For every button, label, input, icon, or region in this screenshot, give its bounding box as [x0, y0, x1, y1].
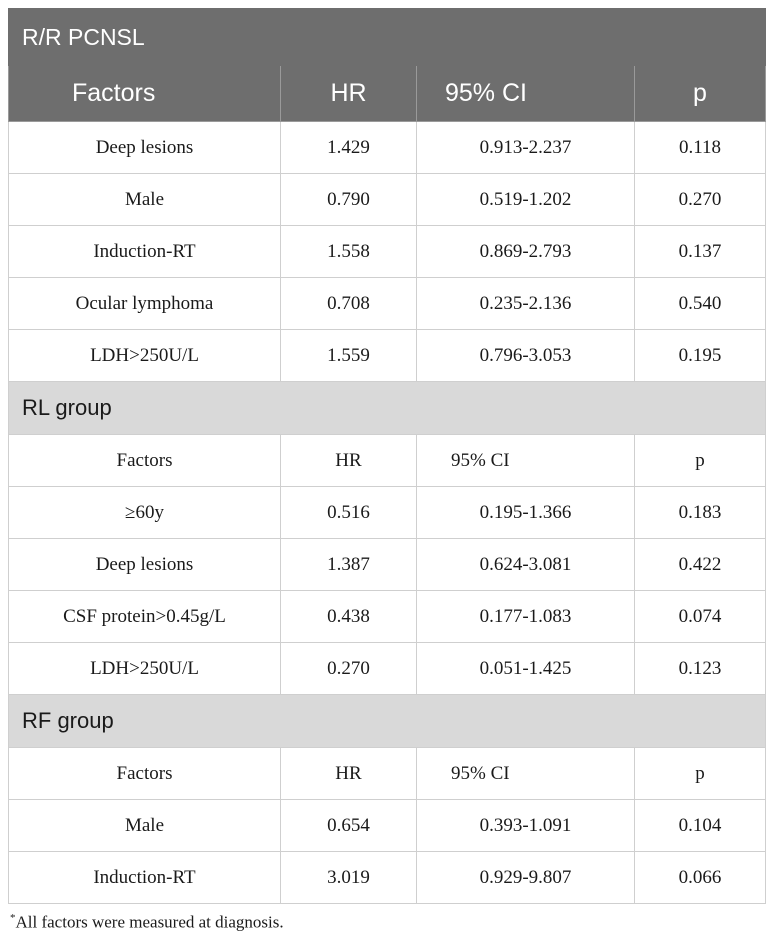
- group-label-rl: RL group: [9, 382, 766, 435]
- table-footnote: [10, 912, 284, 933]
- subheader-ci: 95% CI: [417, 435, 635, 487]
- ci-cell: 0.869-2.793: [417, 226, 635, 278]
- table-row: [9, 330, 766, 382]
- factor-cell: Deep lesions: [9, 539, 281, 591]
- ci-cell: 0.195-1.366: [417, 487, 635, 539]
- table-row: [9, 643, 766, 695]
- group-header-rf: [9, 695, 766, 748]
- table-row: [9, 591, 766, 643]
- hr-cell: 0.270: [281, 643, 417, 695]
- header-hr: HR: [281, 66, 417, 122]
- ci-cell: 0.235-2.136: [417, 278, 635, 330]
- group-header-rl: [9, 382, 766, 435]
- footnote-marker: *: [10, 912, 16, 924]
- hr-cell: 1.429: [281, 122, 417, 174]
- factor-cell: Induction-RT: [9, 226, 281, 278]
- subheader-hr: HR: [281, 748, 417, 800]
- factor-cell: CSF protein>0.45g/L: [9, 591, 281, 643]
- table-header-row: [9, 66, 766, 122]
- table-row: [9, 122, 766, 174]
- subheader-p: p: [635, 748, 766, 800]
- subheader-p: p: [635, 435, 766, 487]
- hr-cell: 1.559: [281, 330, 417, 382]
- ci-cell: 0.929-9.807: [417, 852, 635, 904]
- hr-cell: 3.019: [281, 852, 417, 904]
- p-cell: 0.066: [635, 852, 766, 904]
- factor-cell: Ocular lymphoma: [9, 278, 281, 330]
- footnote-text: All factors were measured at diagnosis.: [15, 912, 284, 932]
- ci-cell: 0.393-1.091: [417, 800, 635, 852]
- table-title-row: [9, 9, 766, 66]
- group-label-rf: RF group: [9, 695, 766, 748]
- subheader-factors: Factors: [9, 748, 281, 800]
- table-row: [9, 278, 766, 330]
- p-cell: 0.183: [635, 487, 766, 539]
- ci-cell: 0.519-1.202: [417, 174, 635, 226]
- p-cell: 0.270: [635, 174, 766, 226]
- table-row: [9, 487, 766, 539]
- factor-cell: Induction-RT: [9, 852, 281, 904]
- subheader-hr: HR: [281, 435, 417, 487]
- factor-cell: LDH>250U/L: [9, 643, 281, 695]
- table-row: [9, 226, 766, 278]
- p-cell: 0.104: [635, 800, 766, 852]
- factor-cell: Male: [9, 174, 281, 226]
- header-factors: Factors: [9, 66, 281, 122]
- factor-cell: Deep lesions: [9, 122, 281, 174]
- ci-cell: 0.177-1.083: [417, 591, 635, 643]
- p-cell: 0.195: [635, 330, 766, 382]
- results-table: [8, 8, 766, 904]
- table-row: [9, 539, 766, 591]
- subheader-factors: Factors: [9, 435, 281, 487]
- ci-cell: 0.624-3.081: [417, 539, 635, 591]
- subheader-row-rl: [9, 435, 766, 487]
- table-title: R/R PCNSL: [9, 9, 766, 66]
- ci-cell: 0.913-2.237: [417, 122, 635, 174]
- hr-cell: 0.708: [281, 278, 417, 330]
- header-ci: 95% CI: [417, 66, 635, 122]
- table-row: [9, 800, 766, 852]
- factor-cell: Male: [9, 800, 281, 852]
- factor-cell: ≥60y: [9, 487, 281, 539]
- p-cell: 0.137: [635, 226, 766, 278]
- p-cell: 0.123: [635, 643, 766, 695]
- ci-cell: 0.796-3.053: [417, 330, 635, 382]
- table-row: [9, 174, 766, 226]
- hr-cell: 0.654: [281, 800, 417, 852]
- factor-cell: LDH>250U/L: [9, 330, 281, 382]
- header-p: p: [635, 66, 766, 122]
- subheader-row-rf: [9, 748, 766, 800]
- table-row: [9, 852, 766, 904]
- p-cell: 0.540: [635, 278, 766, 330]
- hr-cell: 1.558: [281, 226, 417, 278]
- subheader-ci: 95% CI: [417, 748, 635, 800]
- p-cell: 0.118: [635, 122, 766, 174]
- ci-cell: 0.051-1.425: [417, 643, 635, 695]
- p-cell: 0.422: [635, 539, 766, 591]
- hr-cell: 1.387: [281, 539, 417, 591]
- hr-cell: 0.790: [281, 174, 417, 226]
- p-cell: 0.074: [635, 591, 766, 643]
- hr-cell: 0.516: [281, 487, 417, 539]
- hr-cell: 0.438: [281, 591, 417, 643]
